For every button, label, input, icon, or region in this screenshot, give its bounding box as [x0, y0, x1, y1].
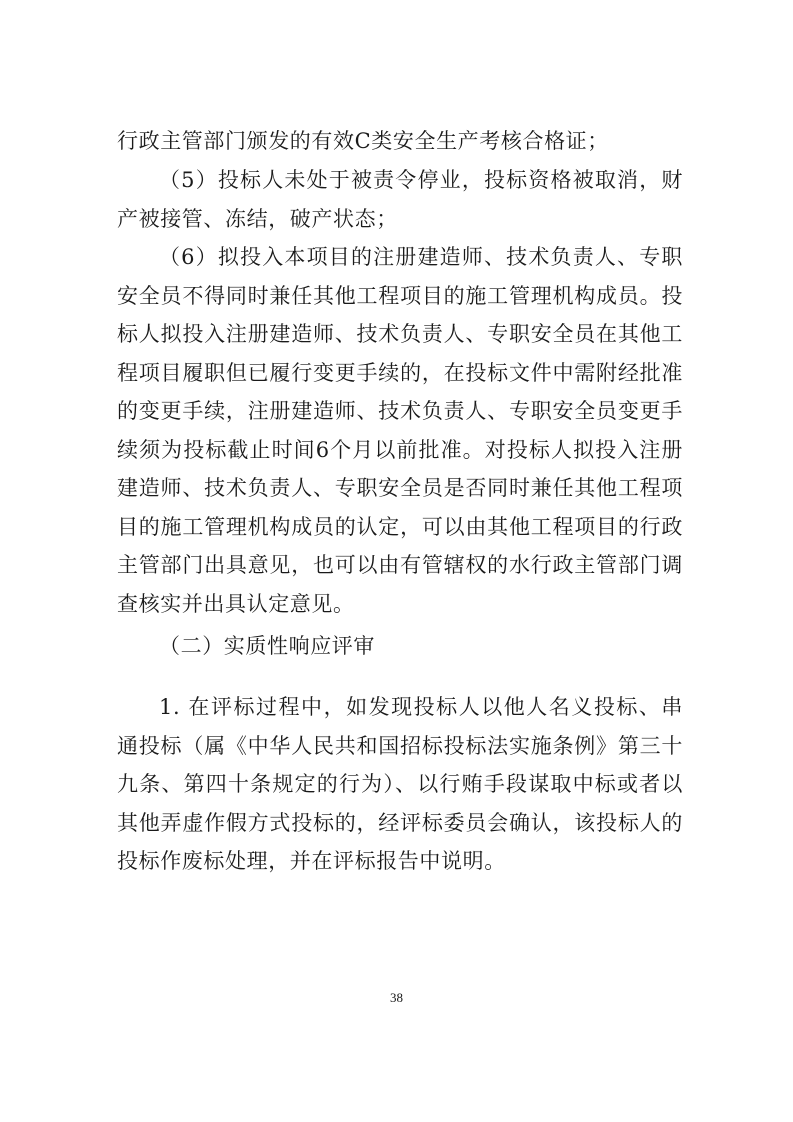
paragraph-continuation: 行政主管部门颁发的有效C类安全生产考核合格证； [117, 129, 609, 153]
paragraph-item-5: （5）投标人未处于被责令停业，投标资格被取消，财产被接管、冻结，破产状态； [117, 168, 683, 231]
page-number: 38 [390, 990, 403, 1005]
section-heading: （二）实质性响应评审 [159, 634, 375, 658]
paragraph-point-1: 1. 在评标过程中，如发现投标人以他人名义投标、串通投标（属《中华人民共和国招标投标法实施条例》第三十九条、第四十条规定的行为）、以行贿手段谋取中标或者以其他弄虚作假方式投标的，经评标委员会确认，该投标人的投标作废标处理，并在评标报告中说明。 [117, 695, 683, 873]
paragraph-item-6: （6）拟投入本项目的注册建造师、技术负责人、专职安全员不得同时兼任其他工程项目的施工管理机构成员。投标人拟投入注册建造师、技术负责人、专职安全员在其他工程项目履职但已履行变更手续的，在投标文件中需附经批准的变更手续，注册建造师、技术负责人、专职安全员变更手续须为投标截止时间6个月以前批准。对投标人拟投入注册建造师、技术负责人、专职安全员是否同时兼任其他工程项目的施工管理机构成员的认定，可以由其他工程项目的行政主管部门出具意见，也可以由有管辖权的水行政主管部门调查核实并出具认定意见。 [117, 245, 683, 616]
